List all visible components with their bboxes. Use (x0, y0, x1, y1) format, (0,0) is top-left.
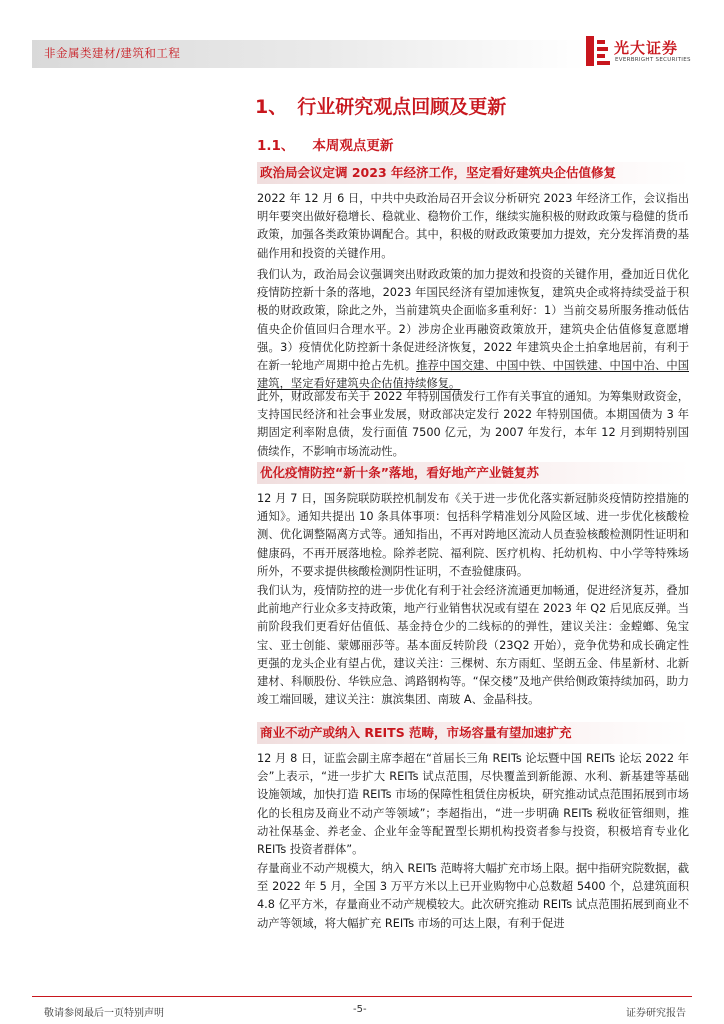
topic-heading-politburo: 政治局会议定调 2023 年经济工作，坚定看好建筑央企估值修复 (257, 162, 689, 184)
section-title: 行业研究观点回顾及更新 (297, 96, 507, 118)
subsection-title: 本周观点更新 (312, 138, 394, 154)
subsection-number: 1.1、 (257, 138, 295, 154)
paragraph: 2022 年 12 月 6 日，中共中央政治局召开会议分析研究 2023 年经济工作，会议指出明年要突出做好稳增长、稳就业、稳物价工作，继续实施积极的财政政策与稳健的货币政策，加强各类政策协调配合。其中，积极的财政政策要加力提效，充分发挥消费的基础作用和投资的关键作用。 (257, 192, 689, 260)
logo-subtitle: EVERBRIGHT SECURITIES (615, 57, 691, 63)
paragraph: 此外，财政部发布关于 2022 年特别国债发行工作有关事宜的通知。为筹集财政资金，支持国民经济和社会事业发展，财政部决定发行 2022 年特别国债。本期国债为 3 年期固定利率附息债，发行面值 7500 亿元，为 2007 年发行，本年 12 月到期特别国债续作，不影响市场流动性。 (257, 390, 689, 458)
recommendation-highlight: 推荐中国交建、中国中铁、中国铁建、中国中冶、中国建筑，坚定看好建筑央企估值持续修复。 (257, 359, 689, 391)
everbright-logo-icon (585, 36, 611, 66)
paragraph: 12 月 8 日，证监会副主席李超在“首届长三角 REITs 论坛暨中国 REITs 论坛 2022 年会”上表示，“进一步扩大 REITs 试点范围，尽快覆盖到新能源、水利、新基建等基础设施领域，加快打造 REITs 市场的保障性租赁住房板块，研究推动试点范围拓展到市场化的长租房及商业不动产等领域”；李超指出，“进一步明确 REITs 税收征管细则，推动社保基金、养老金、企业年金等配置型长期机构投资者参与投资，积极培育专业化 REITs 投资者群体”。 (257, 752, 689, 857)
section-heading (255, 92, 506, 119)
report-category: 非金属类建材/建筑和工程 (44, 46, 181, 60)
subsection-heading (257, 134, 393, 154)
logo-name: 光大证券 (614, 39, 679, 57)
topic-heading-epidemic: 优化疫情防控“新十条”落地，看好地产产业链复苏 (257, 462, 689, 484)
paragraph-text: 我们认为，政治局会议强调突出财政政策的加力提效和投资的关键作用，叠加近日优化疫情防控新十条的落地，2023 年国民经济有望加速恢复，建筑央企或将持续受益于积极的财政政策，除此之外，当前建筑央企面临多重利好：1）当前交易所服务推动低估值央企价值回归合理水平。2）涉房企业再融资政策放开，建筑央企估值修复意愿增强。3）疫情优化防控新十条促进经济恢复，2022 年建筑央企土拍拿地居前，有利于在新一轮地产周期中抢占先机。 (257, 268, 689, 373)
topic-heading-reits: 商业不动产或纳入 REITS 范畴，市场容量有望加速扩充 (257, 722, 689, 744)
page-number: -5- (353, 1004, 367, 1015)
paragraph (257, 266, 689, 393)
report-type: 证券研究报告 (626, 1008, 686, 1019)
footer-divider (32, 996, 692, 997)
paragraph: 12 月 7 日，国务院联防联控机制发布《关于进一步优化落实新冠肺炎疫情防控措施的通知》。通知共提出 10 条具体事项：包括科学精准划分风险区域、进一步优化核酸检测、优化调整隔离方式等。通知指出，不再对跨地区流动人员查验核酸检测阴性证明和健康码，不再开展落地检。除养老院、福利院、医疗机构、托幼机构、中小学等特殊场所外，不要求提供核酸检测阴性证明，不查验健康码。 (257, 492, 689, 578)
paragraph: 我们认为，疫情防控的进一步优化有利于社会经济流通更加畅通，促进经济复苏，叠加此前地产行业众多支持政策，地产行业销售状况或有望在 2023 年 Q2 后见底反弹。当前阶段我们更看好估值低、基金持仓少的二线标的的弹性，建议关注：金螳螂、兔宝宝、亚士创能、蒙娜丽莎等。基本面反转阶段（23Q2 开始），竞争优势和成长确定性更强的龙头企业有望占优，建议关注：三棵树、东方雨虹、坚朗五金、伟星新材、北新建材、科顺股份、华铁应急、鸿路钢构等。“保交楼”及地产供给侧政策持续加码，助力竣工端回暖，建议关注：旗滨集团、南玻 A、金晶科技。 (257, 584, 689, 707)
disclaimer-note: 敬请参阅最后一页特别声明 (44, 1008, 164, 1019)
company-logo (585, 34, 695, 70)
section-number: 1、 (255, 96, 288, 118)
paragraph: 存量商业不动产规模大，纳入 REITs 范畴将大幅扩充市场上限。据中指研究院数据，截至 2022 年 5 月，全国 3 万平方米以上已开业购物中心总数超 5400 个，总建筑面积 4.8 亿平方米，存量商业不动产规模较大。此次研究推动 REITs 试点范围拓展到商业不动产等领域，将大幅扩充 REITs 市场的可达上限，有利于促进 (257, 862, 689, 930)
